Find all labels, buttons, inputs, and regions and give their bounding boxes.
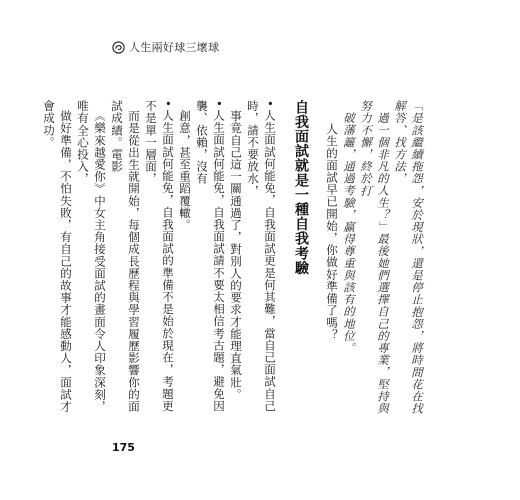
- bullet-text: 人生面試何能免，自我面試更是何其難，當自己面試自己時，請不要放水，: [246, 100, 277, 412]
- bullet-line: [193, 100, 227, 420]
- page-number: 175: [112, 441, 135, 454]
- closing-paragraph: 人生的面試早已開始，你做好準備了嗎？: [325, 123, 339, 341]
- bullet-dot: •: [161, 100, 175, 108]
- bullet-text: 人生面試何能免，自我面試請不要太相信考古題，避免因襲、依賴，沒有: [195, 100, 226, 412]
- running-header: [112, 39, 219, 55]
- bullet-continuation: 事竟自己這一關通過了，對別人的要求才能理直氣壯。: [229, 110, 243, 401]
- bullet-continuation: 《樂來越愛你》中女主角接受面試的畫面令人印象深刻，唯有全心投入，: [76, 100, 107, 413]
- bullet-line: [244, 100, 278, 420]
- spacer: [309, 100, 323, 420]
- section-heading: 自我面試就是一種自我考驗: [293, 100, 309, 276]
- bullet-dot: •: [212, 100, 226, 108]
- bullet-dot: •: [263, 100, 277, 108]
- bullet-line: [142, 100, 176, 420]
- quote-line: 破藩籬，通過考驗，贏得尊重與該有的地位。: [342, 111, 356, 354]
- bullet-continuation: 做好準備，不怕失敗，有自己的故事才能感動人，面試才會成功。: [42, 100, 73, 413]
- book-title: 人生兩好球三壞球: [129, 41, 220, 54]
- bullet-continuation: 而是從出生就開始，每個成長歷程與學習履歷影響你的面試成績。電影: [110, 100, 141, 413]
- quote-line: 「是該繼續拖怨，安於現狀，還是停止抱怨，將時間花在找解答、找方法，: [393, 100, 424, 415]
- quote-line: 過一個非凡的人生？」最後她們選擇自己的專業，堅持與努力不懈，終於打: [359, 100, 390, 414]
- bullet-text: 人生面試何能免，自我面試的準備不是始於現在，考題更不是單一層面，: [144, 100, 175, 412]
- bullet-continuation: 創意，甚至重蹈覆轍。: [178, 110, 192, 232]
- spacer: [278, 100, 292, 420]
- vertical-body-text: [40, 100, 425, 420]
- swirl-logo-icon: [112, 41, 125, 54]
